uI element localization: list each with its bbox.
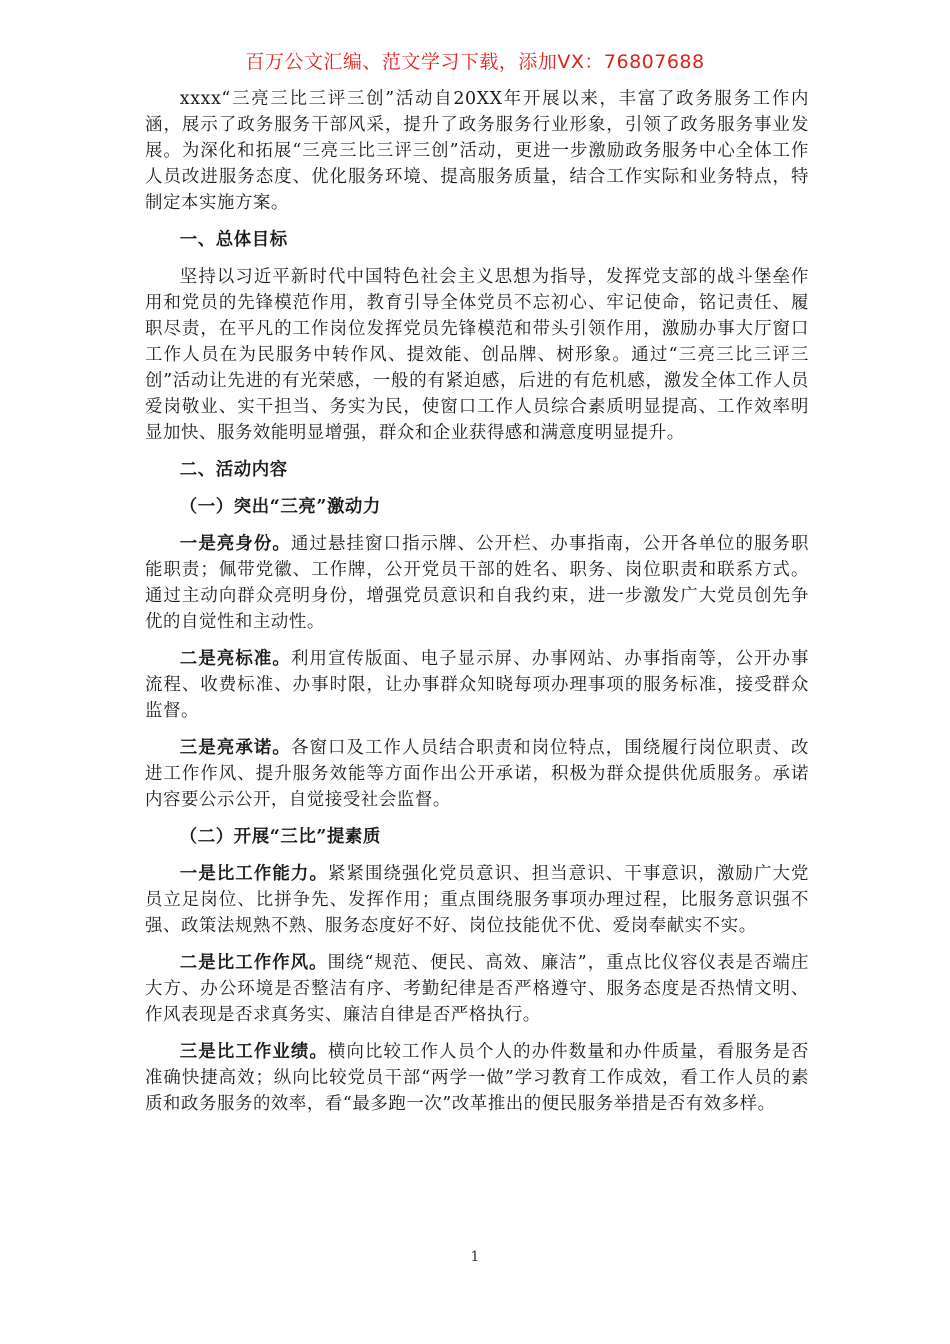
- item-lead: 二是亮标准。: [179, 649, 291, 669]
- item-text: 围绕“规范、便民、高效、廉洁”，重点比仪容仪表是否端庄大方、办公环境是否整洁有序、考勤纪律是否严格遵守、服务态度是否热情文明、作风表现是否求真务实、廉洁自律是否严格执行。: [145, 953, 809, 1025]
- item-lead: 三是亮承诺。: [179, 738, 291, 758]
- document-body: [145, 86, 809, 1128]
- item-lead: 三是比工作业绩。: [179, 1042, 328, 1062]
- item-lead: 一是比工作能力。: [179, 864, 328, 884]
- item-text: 横向比较工作人员个人的办件数量和办件质量，看服务是否准确快捷高效；纵向比较党员干部“两学一做”学习教育工作成效，看工作人员的素质和政务服务的效率，看“最多跑一次”改革推出的便民服务举措是否有效多样。: [145, 1042, 809, 1114]
- item-paragraph: [145, 950, 809, 1028]
- subsection-heading-three-shows: （一）突出“三亮”激动力: [179, 497, 381, 517]
- item-text: 紧紧围绕强化党员意识、担当意识、干事意识，激励广大党员立足岗位、比拼争先、发挥作用；重点围绕服务事项办理过程，比服务意识强不强、政策法规熟不熟、服务态度好不好、岗位技能优不优、爱岗奉献实不实。: [145, 864, 809, 936]
- item-paragraph: [145, 1039, 809, 1117]
- subsection-heading-three-compares: （二）开展“三比”提素质: [179, 827, 381, 847]
- goals-paragraph: 坚持以习近平新时代中国特色社会主义思想为指导，发挥党支部的战斗堡垒作用和党员的先锋模范作用，教育引导全体党员不忘初心、牢记使命，铭记责任、履职尽责，在平凡的工作岗位发挥党员先锋模范和带头引领作用，激励办事大厅窗口工作人员在为民服务中转作风、提效能、创品牌、树形象。通过“三亮三比三评三创”活动让先进的有光荣感，一般的有紧迫感，后进的有危机感，激发全体工作人员爱岗敬业、实干担当、务实为民，使窗口工作人员综合素质明显提高、工作效率明显加快、服务效能明显增强，群众和企业获得感和满意度明显提升。: [145, 267, 809, 443]
- intro-paragraph: xxxx“三亮三比三评三创”活动自20XX年开展以来，丰富了政务服务工作内涵，展示了政务服务干部风采，提升了政务服务行业形象，引领了政务服务事业发展。为深化和拓展“三亮三比三评三创”活动，更进一步激励政务服务中心全体工作人员改进服务态度、优化服务环境、提高服务质量，结合工作实际和业务特点，特制定本实施方案。: [145, 89, 809, 213]
- section-heading-goals: 一、总体目标: [179, 230, 288, 250]
- item-text: 各窗口及工作人员结合职责和岗位特点，围绕履行岗位职责、改进工作作风、提升服务效能等方面作出公开承诺，积极为群众提供优质服务。承诺内容要公示公开，自觉接受社会监督。: [145, 738, 809, 810]
- item-text: 利用宣传版面、电子显示屏、办事网站、办事指南等，公开办事流程、收费标准、办事时限，让办事群众知晓每项办理事项的服务标准，接受群众监督。: [145, 649, 809, 721]
- item-paragraph: [145, 861, 809, 939]
- item-paragraph: [145, 531, 809, 635]
- section-heading-content: 二、活动内容: [179, 460, 288, 480]
- item-paragraph: [145, 646, 809, 724]
- item-text: 通过悬挂窗口指示牌、公开栏、办事指南，公开各单位的服务职能职责；佩带党徽、工作牌，公开党员干部的姓名、职务、岗位职责和联系方式。通过主动向群众亮明身份，增强党员意识和自我约束，进一步激发广大党员创先争优的自觉性和主动性。: [145, 534, 809, 632]
- watermark-banner: 百万公文汇编、范文学习下载，添加VX：76807688: [245, 51, 705, 73]
- item-lead: 二是比工作作风。: [179, 953, 328, 973]
- item-lead: 一是亮身份。: [179, 534, 291, 554]
- page-number: 1: [470, 1249, 480, 1265]
- item-paragraph: [145, 735, 809, 813]
